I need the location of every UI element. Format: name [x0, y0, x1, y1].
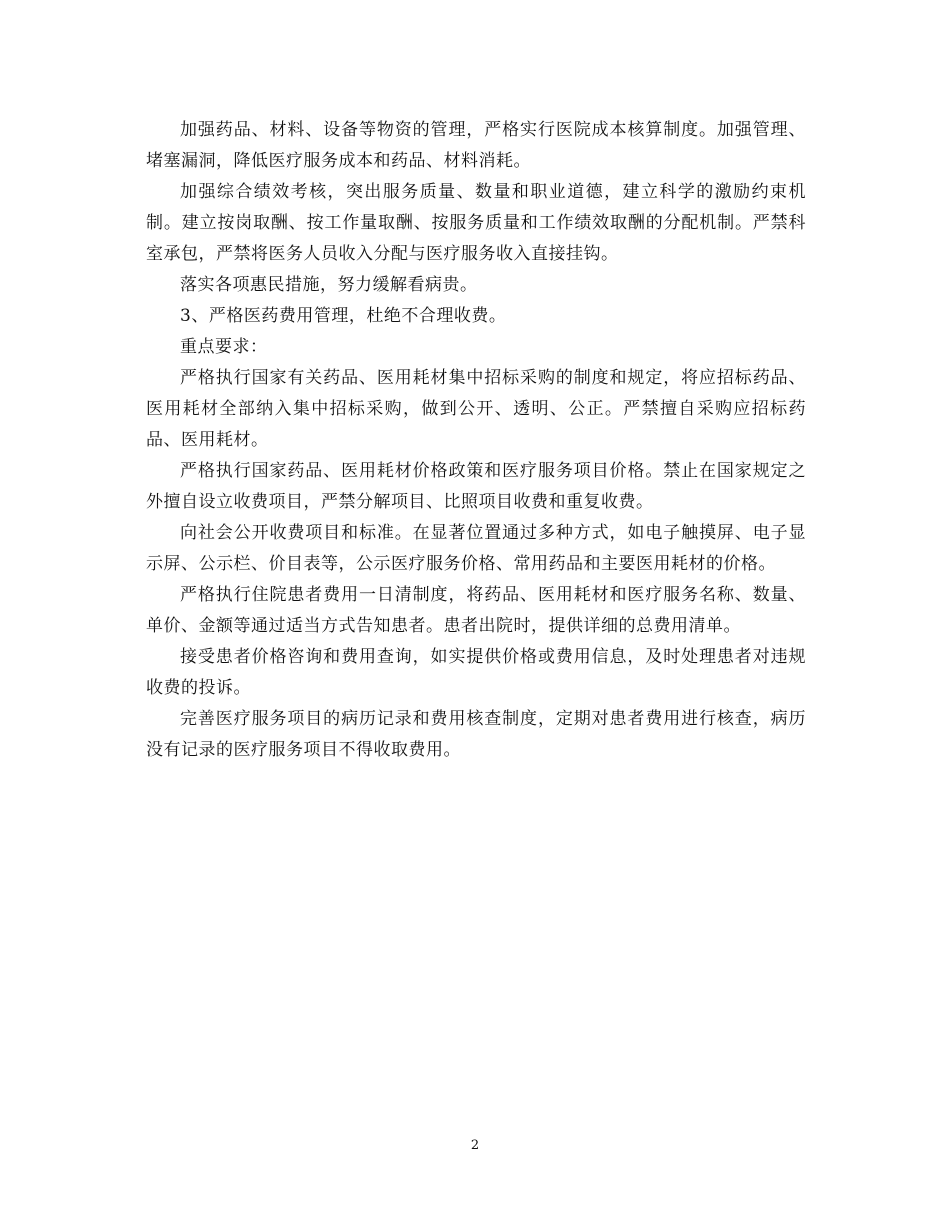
- paragraph-price-inquiry: 接受患者价格咨询和费用查询，如实提供价格或费用信息，及时处理患者对违规收费的投诉。: [146, 647, 806, 698]
- paragraph-benefit-measures: 落实各项惠民措施，努力缓解看病贵。: [180, 275, 478, 295]
- section-heading-fee-management: 3、严格医药费用管理，杜绝不合理收费。: [180, 306, 507, 326]
- paragraph-performance-assessment: 加强综合绩效考核，突出服务质量、数量和职业道德，建立科学的激励约束机制。建立按岗取酬、按工作量取酬、按服务质量和工作绩效取酬的分配机制。严禁科室承包，严禁将医务人员收入分配与医疗服务收入直接挂钩。: [146, 182, 806, 264]
- paragraph-daily-fee-list: 严格执行住院患者费用一日清制度，将药品、医用耗材和医疗服务名称、数量、单价、金额等通过适当方式告知患者。患者出院时，提供详细的总费用清单。: [146, 585, 806, 636]
- document-body: [146, 115, 806, 766]
- key-requirements-label: 重点要求：: [180, 337, 268, 357]
- paragraph-pricing-policy: 严格执行国家药品、医用耗材价格政策和医疗服务项目价格。禁止在国家规定之外擅自设立收费项目，严禁分解项目、比照项目收费和重复收费。: [146, 461, 806, 512]
- paragraph-material-management: 加强药品、材料、设备等物资的管理，严格实行医院成本核算制度。加强管理、堵塞漏洞，降低医疗服务成本和药品、材料消耗。: [146, 120, 806, 171]
- paragraph-centralized-procurement: 严格执行国家有关药品、医用耗材集中招标采购的制度和规定，将应招标药品、医用耗材全部纳入集中招标采购，做到公开、透明、公正。严禁擅自采购应招标药品、医用耗材。: [146, 368, 806, 450]
- page-number: 2: [470, 1138, 480, 1153]
- paragraph-medical-record-check: 完善医疗服务项目的病历记录和费用核查制度，定期对患者费用进行核查，病历没有记录的医疗服务项目不得收取费用。: [146, 709, 806, 760]
- paragraph-public-fee-disclosure: 向社会公开收费项目和标准。在显著位置通过多种方式，如电子触摸屏、电子显示屏、公示栏、价目表等，公示医疗服务价格、常用药品和主要医用耗材的价格。: [146, 523, 806, 574]
